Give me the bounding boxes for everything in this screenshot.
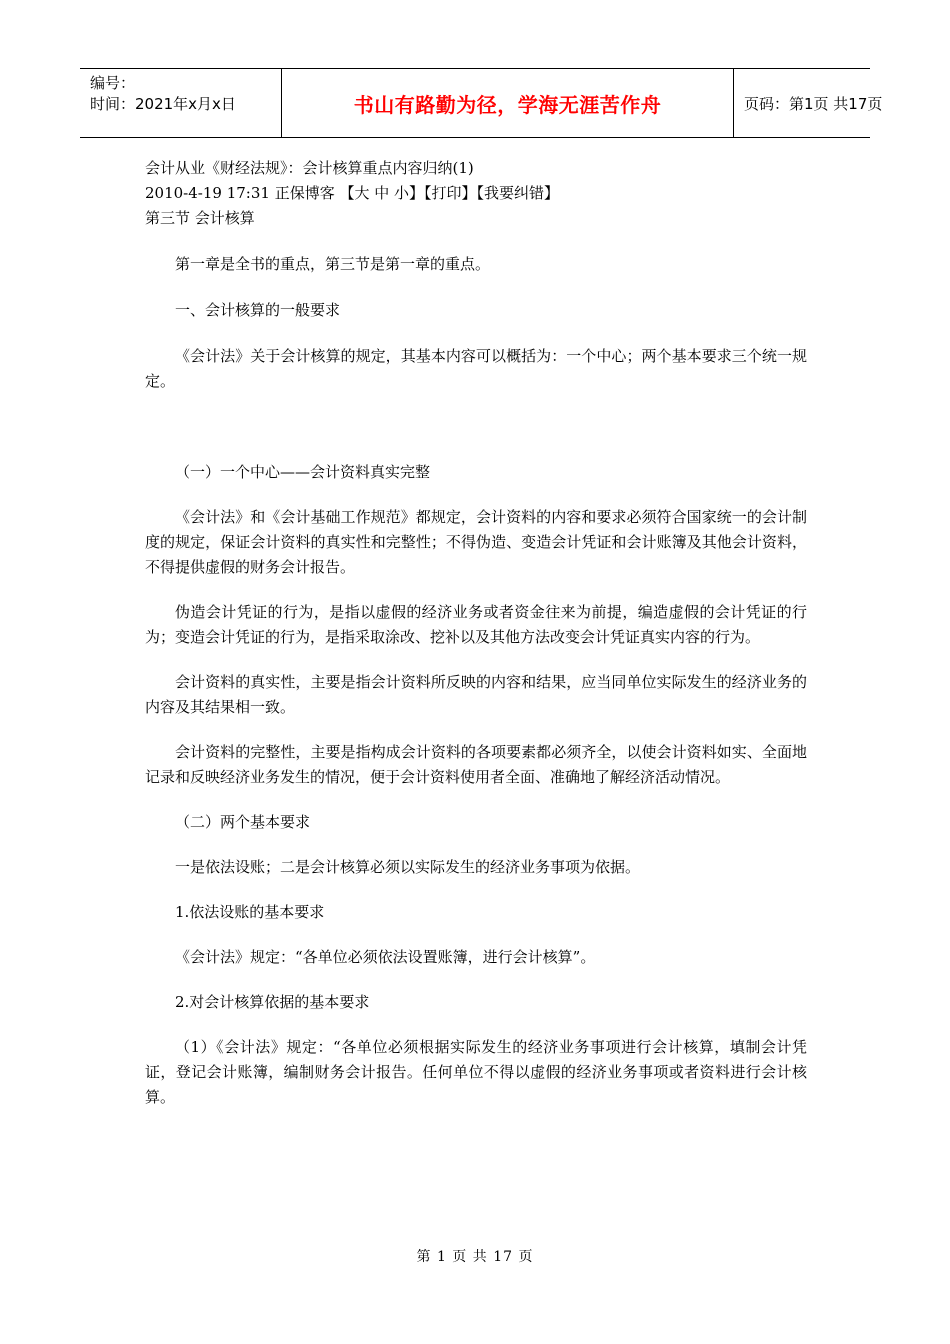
page-header	[80, 68, 883, 138]
subheading: 2.对会计核算依据的基本要求	[175, 993, 370, 1011]
header-info-cell	[80, 69, 282, 137]
paragraph: 会计资料的真实性，主要是指会计资料所反映的内容和结果，应当同单位实际发生的经济业务的内容及其结果相一致。	[145, 673, 807, 716]
subheading: （一）一个中心——会计资料真实完整	[175, 463, 431, 481]
header-page-code: 页码：第1页 共17页	[744, 94, 883, 113]
header-motto: 书山有路勤为径，学海无涯苦作舟	[282, 69, 734, 137]
paragraph: 第一章是全书的重点，第三节是第一章的重点。	[175, 255, 491, 273]
subheading: 1.依法设账的基本要求	[175, 903, 325, 921]
page-footer: 第 1 页 共 17 页	[416, 1249, 534, 1265]
paragraph: 《会计法》规定：“各单位必须依法设置账簿，进行会计核算”。	[175, 948, 596, 966]
paragraph: 《会计法》和《会计基础工作规范》都规定，会计资料的内容和要求必须符合国家统一的会计制度的规定，保证会计资料的真实性和完整性；不得伪造、变造会计凭证和会计账簿及其他会计资料，不得提供虚假的财务会计报告。	[145, 508, 807, 576]
subheading: 一、会计核算的一般要求	[175, 301, 341, 319]
article-body	[145, 156, 807, 1110]
paragraph: 《会计法》关于会计核算的规定，其基本内容可以概括为：一个中心；两个基本要求三个统一规定。	[145, 347, 807, 390]
paragraph: （1）《会计法》规定：“各单位必须根据实际发生的经济业务事项进行会计核算，填制会计凭证，登记会计账簿，编制财务会计报告。任何单位不得以虚假的经济业务事项或者资料进行会计核算。	[145, 1038, 807, 1106]
article-title: 会计从业《财经法规》：会计核算重点内容归纳(1)	[145, 159, 474, 177]
subheading: （二）两个基本要求	[175, 813, 311, 831]
number-label: 编号：	[90, 74, 136, 92]
time-label: 时间：2021年x月x日	[90, 95, 236, 113]
paragraph: 伪造会计凭证的行为，是指以虚假的经济业务或者资金往来为前提，编造虚假的会计凭证的行为；变造会计凭证的行为，是指采取涂改、挖补以及其他方法改变会计凭证真实内容的行为。	[145, 603, 807, 646]
paragraph: 一是依法设账；二是会计核算必须以实际发生的经济业务事项为依据。	[175, 858, 641, 876]
section-heading: 第三节 会计核算	[145, 209, 255, 227]
paragraph: 会计资料的完整性，主要是指构成会计资料的各项要素都必须齐全，以使会计资料如实、全面地记录和反映经济业务发生的情况，便于会计资料使用者全面、准确地了解经济活动情况。	[145, 743, 807, 786]
article-meta: 2010-4-19 17:31 正保博客 【大 中 小】【打印】【我要纠错】	[145, 184, 560, 202]
